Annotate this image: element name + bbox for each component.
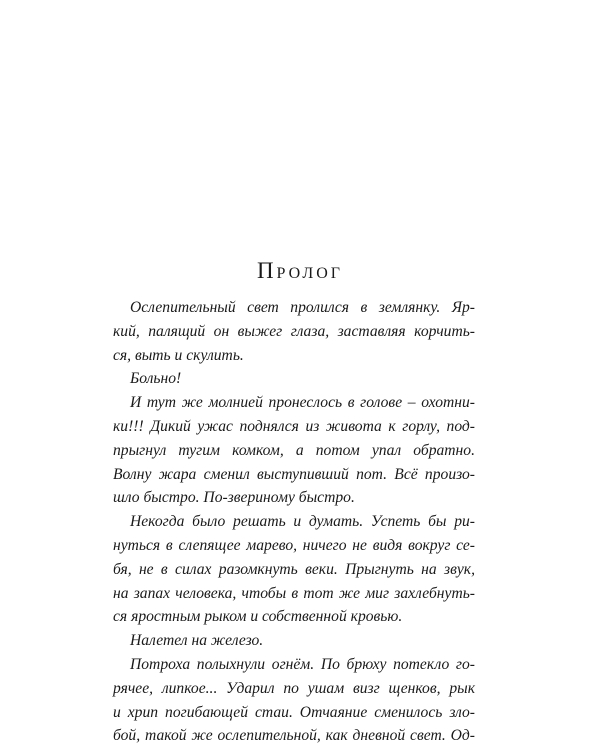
text-line: Налетел на железо.: [130, 632, 264, 650]
text-line: прыгнул тугим комком, а потом упал обратно.: [113, 441, 475, 459]
text-line: шло быстро. По-звериному быстро.: [113, 489, 355, 507]
chapter-title: Пролог: [256, 258, 344, 283]
text-line: Ослепительный свет пролился в землянку. Яр-: [130, 299, 475, 316]
text-line: ки!!! Дикий ужас поднялся из живота к горлу, под-: [113, 417, 475, 435]
text-line: Волну жара сменил выступивший пот. Всё произо-: [113, 465, 475, 483]
text-line: ся яростным рыком и собственной кровью.: [113, 608, 403, 626]
text-line: Потроха полыхнули огнём. По брюху потекло го-: [130, 655, 475, 673]
text-line: Больно!: [130, 370, 182, 388]
text-line: рячее, липкое... Ударил по ушам визг щенков, рык: [113, 679, 475, 697]
text-line: бя, не в силах разомкнуть веки. Прыгнуть на звук,: [113, 560, 475, 578]
prologue-text: [113, 296, 475, 748]
text-line: ся, выть и скулить.: [113, 346, 244, 364]
text-line: И тут же молнией пронеслось в голове – охотни-: [130, 394, 475, 412]
text-line: нуться в слепящее марево, ничего не видя вокруг се-: [113, 536, 475, 554]
text-line: на запах человека, чтобы в тот же миг захлебнуть-: [113, 584, 475, 602]
text-line: кий, палящий он выжег глаза, заставляя корчить-: [113, 322, 475, 340]
text-line: Некогда было решать и думать. Успеть бы ри-: [130, 513, 475, 531]
text-line: бой, такой же ослепительной, как дневной свет. Од-: [113, 727, 475, 745]
text-line: и хрип погибающей стаи. Отчаяние сменилось зло-: [113, 703, 475, 721]
